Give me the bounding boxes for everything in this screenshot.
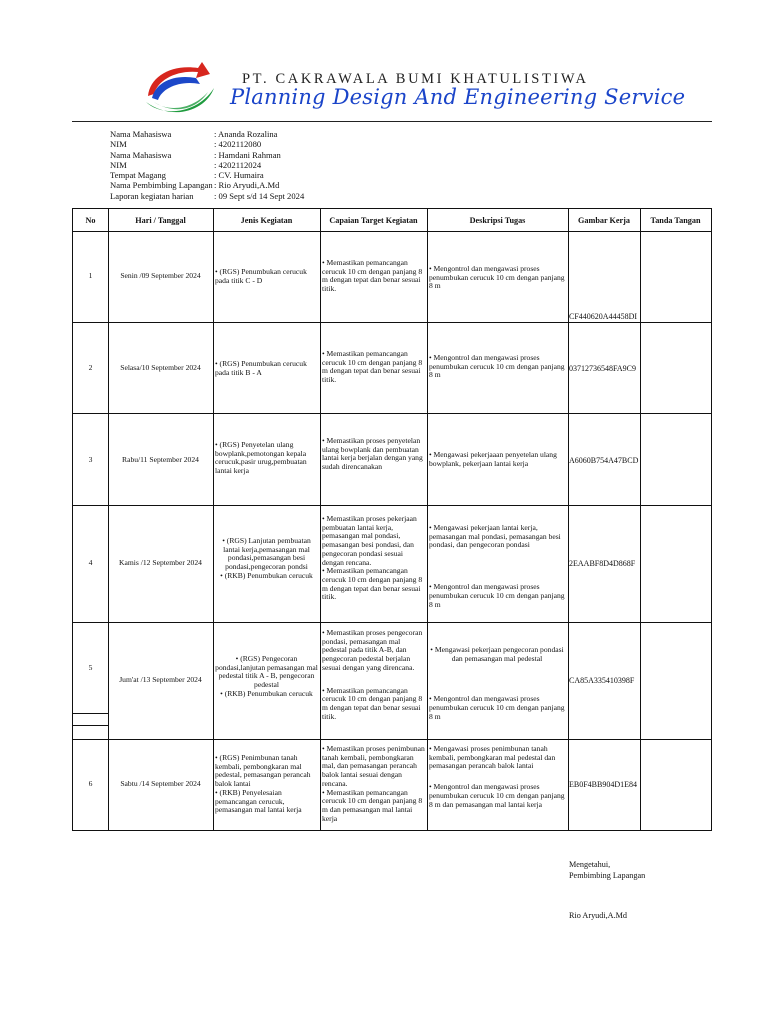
capaian-item: • Memastikan proses penyetelan ulang bowplank dan pembuatan lantai kerja berjalan dengan yang sudah direncanakan [322, 437, 423, 472]
row-jenis [215, 360, 318, 377]
signature-name: Rio Aryudi,A.Md [569, 911, 627, 920]
deskripsi-item: • Mengontrol dan mengawasi proses penumbukan cerucuk 10 cm dengan panjang 8 m [429, 582, 565, 609]
row-capaian [322, 259, 426, 294]
row-capaian [322, 629, 426, 721]
signature-acknowledge: Mengetahui, [569, 860, 611, 869]
jenis-item: • (RKB) Penumbukan cerucuk [220, 570, 313, 580]
row-capaian [322, 437, 426, 472]
deskripsi-item: • Mengontrol dan mengawasi proses penumbukan cerucuk 10 cm dengan panjang 8 m [429, 354, 565, 380]
capaian-item: • Memastikan proses pengecoran pondasi, pemasangan mal pedestal pada titik A-B, dan pengecoran pedestal berjalan sesuai dengan yang direncana. [322, 629, 423, 672]
info-label: NIM [110, 139, 127, 150]
row-capaian [322, 350, 426, 385]
info-label: NIM [110, 159, 127, 170]
row-deskripsi [429, 745, 565, 809]
row-date: Senin /09 September 2024 [120, 272, 201, 280]
info-label: Nama Mahasiswa [110, 129, 172, 139]
capaian-item: • Memastikan pemancangan cerucuk 10 cm dengan panjang 8 m dan pemasangan mal lantai kerja [322, 787, 423, 823]
row-date: Kamis /12 September 2024 [119, 559, 202, 567]
capaian-item: • Memastikan pemancangan cerucuk 10 cm dengan panjang 8 m dengan tepat dan benar sesuai titik. [322, 350, 423, 385]
signature-role: Pembimbing Lapangan [569, 871, 646, 880]
gambar-code: CA85A335410398F [569, 676, 635, 685]
capaian-item: • Memastikan proses penimbunan tanah kembali, pembongkaran mal, dan pemasangan perancah balok lantai sesuai dengan rencana. [322, 745, 425, 788]
info-label: Laporan kegiatan harian [110, 190, 194, 201]
company-logo [140, 58, 220, 118]
header-divider [72, 121, 712, 122]
row-jenis [215, 655, 318, 699]
col-header-tanda-tangan: Tanda Tangan [650, 216, 701, 225]
capaian-item: • Memastikan proses pekerjaan pembuatan lantai kerja, pemasangan mal pondasi, pemasangan besi pondasi, dan pengecoran pondasi sesuai dengan rencana. [322, 515, 417, 567]
gambar-code: 2EAABF8D4D868F [569, 559, 636, 568]
row-no: 5 [88, 664, 93, 672]
row-jenis [215, 537, 318, 581]
row-date: Rabu/11 September 2024 [122, 456, 199, 464]
row-no: 2 [88, 364, 93, 372]
deskripsi-item: • Mengawasi proses penimbunan tanah kembali, pembongkaran mal pedestal dan pemasangan perancah balok lantai [429, 745, 556, 771]
col-header-gambar: Gambar Kerja [578, 216, 630, 225]
info-value: : Ananda Rozalina [214, 129, 278, 139]
row-deskripsi [429, 354, 565, 380]
row-capaian [322, 745, 426, 823]
jenis-item: • (RGS) Lanjutan pembuatan lantai kerja,pemasangan mal pondasi,pemasangan besi pondasi,pengecoran pondsi [222, 537, 311, 572]
gambar-code: CF440620A44458DI [569, 312, 638, 321]
capaian-item: • Memastikan pemancangan cerucuk 10 cm dengan panjang 8 m dengan tepat dan benar sesuai titik. [322, 259, 423, 294]
gambar-code: EB0F4BB904D1E84 [569, 780, 638, 789]
row-deskripsi [429, 265, 565, 291]
deskripsi-item: • Mengawasi pekerjaaan penyetelan ulang bowplank, pekerjaan lantai kerja [429, 451, 557, 468]
row-jenis [215, 754, 318, 815]
info-value: : CV. Humaira [214, 170, 264, 181]
gambar-code: A6060B754A47BCD [569, 456, 639, 465]
jenis-item: • (RGS) Penyetelan ulang bowplank,pemotongan kepala cerucuk,pasir urug,pembuatan lantai kerja [215, 441, 307, 476]
info-row [110, 150, 304, 160]
deskripsi-item: • Mengontrol dan mengawasi proses penumbukan cerucuk 10 cm dengan panjang 8 m [429, 265, 565, 291]
info-value: : 4202112024 [214, 159, 262, 170]
info-row [110, 129, 304, 139]
info-label: Nama Pembimbing Lapangan [110, 180, 213, 191]
deskripsi-item: • Mengontrol dan mengawasi proses penumbukan cerucuk 10 cm dengan panjang 8 m [429, 694, 565, 721]
info-label: Tempat Magang [110, 170, 166, 181]
capaian-item: • Memastikan pemancangan cerucuk 10 cm dengan panjang 8 m dengan tepat dan benar sesuai titik. [322, 685, 423, 721]
row-date: Jum'at /13 September 2024 [119, 676, 202, 684]
jenis-item: • (RGS) Penumbukan cerucuk pada titik C - D [215, 268, 307, 285]
col-header-capaian: Capaian Target Kegiatan [329, 216, 418, 225]
row-date: Selasa/10 September 2024 [120, 364, 201, 372]
row-deskripsi [429, 524, 565, 609]
row-deskripsi [429, 646, 565, 722]
info-row [110, 160, 304, 170]
info-value: : 4202112080 [214, 139, 262, 150]
col-header-jenis: Jenis Kegiatan [240, 216, 293, 225]
jenis-item: • (RGS) Pengecoran pondasi,lanjutan pemasangan mal pedestal titik A - B, pengecoran pedestal [215, 655, 318, 690]
deskripsi-item: • Mengawasi pekerjaan lantai kerja, pemasangan mal pondasi, pemasangan besi pondasi, dan pengecoran pondasi [429, 524, 561, 550]
company-name: PT. CAKRAWALA BUMI KHATULISTIWA [242, 71, 589, 87]
info-row [110, 191, 304, 201]
jenis-item: • (RGS) Penimbunan tanah kembali, pembongkaran mal pedestal, pemasangan perancah balok lantai [215, 754, 311, 789]
row-jenis [215, 268, 318, 285]
info-value: : Rio Aryudi,A.Md [214, 180, 280, 191]
jenis-item: • (RKB) Penumbukan cerucuk [220, 688, 313, 698]
row-capaian [322, 515, 426, 602]
info-value: : 09 Sept s/d 14 Sept 2024 [214, 190, 305, 201]
row-no: 4 [88, 559, 93, 567]
company-tagline: Planning Design And Engineering Service [230, 85, 686, 109]
deskripsi-item: • Mengontrol dan mengawasi proses penumbukan cerucuk 10 cm dengan panjang 8 m dan pemasangan mal lantai kerja [429, 782, 565, 809]
jenis-item: • (RGS) Penumbukan cerucuk pada titik B - A [215, 360, 307, 377]
deskripsi-item: • Mengawasi pekerjaan pengecoran pondasi dan pemasangan mal pedestal [430, 646, 564, 663]
col-header-date: Hari / Tanggal [135, 216, 186, 225]
capaian-item: • Memastikan pemancangan cerucuk 10 cm dengan panjang 8 m dengan tepat dan benar sesuai titik. [322, 566, 423, 602]
row-no: 6 [88, 780, 93, 788]
row-no: 3 [88, 456, 93, 464]
info-label: Nama Mahasiswa [110, 149, 172, 160]
gambar-code: 03712736548FA9C9 [569, 364, 636, 373]
jenis-item: • (RKB) Penyelesaian pemancangan cerucuk, pemasangan mal lantai kerja [215, 787, 302, 815]
row-no: 1 [88, 272, 93, 280]
row-jenis [215, 441, 318, 476]
info-row [110, 170, 304, 180]
info-value: : Hamdani Rahman [214, 149, 281, 160]
col-header-no: No [85, 216, 96, 225]
row-deskripsi [429, 451, 565, 468]
student-info [110, 129, 304, 201]
col-header-deskripsi: Deskripsi Tugas [469, 216, 526, 225]
row-date: Sabtu /14 September 2024 [120, 780, 201, 788]
info-row [110, 180, 304, 190]
info-row [110, 139, 304, 149]
